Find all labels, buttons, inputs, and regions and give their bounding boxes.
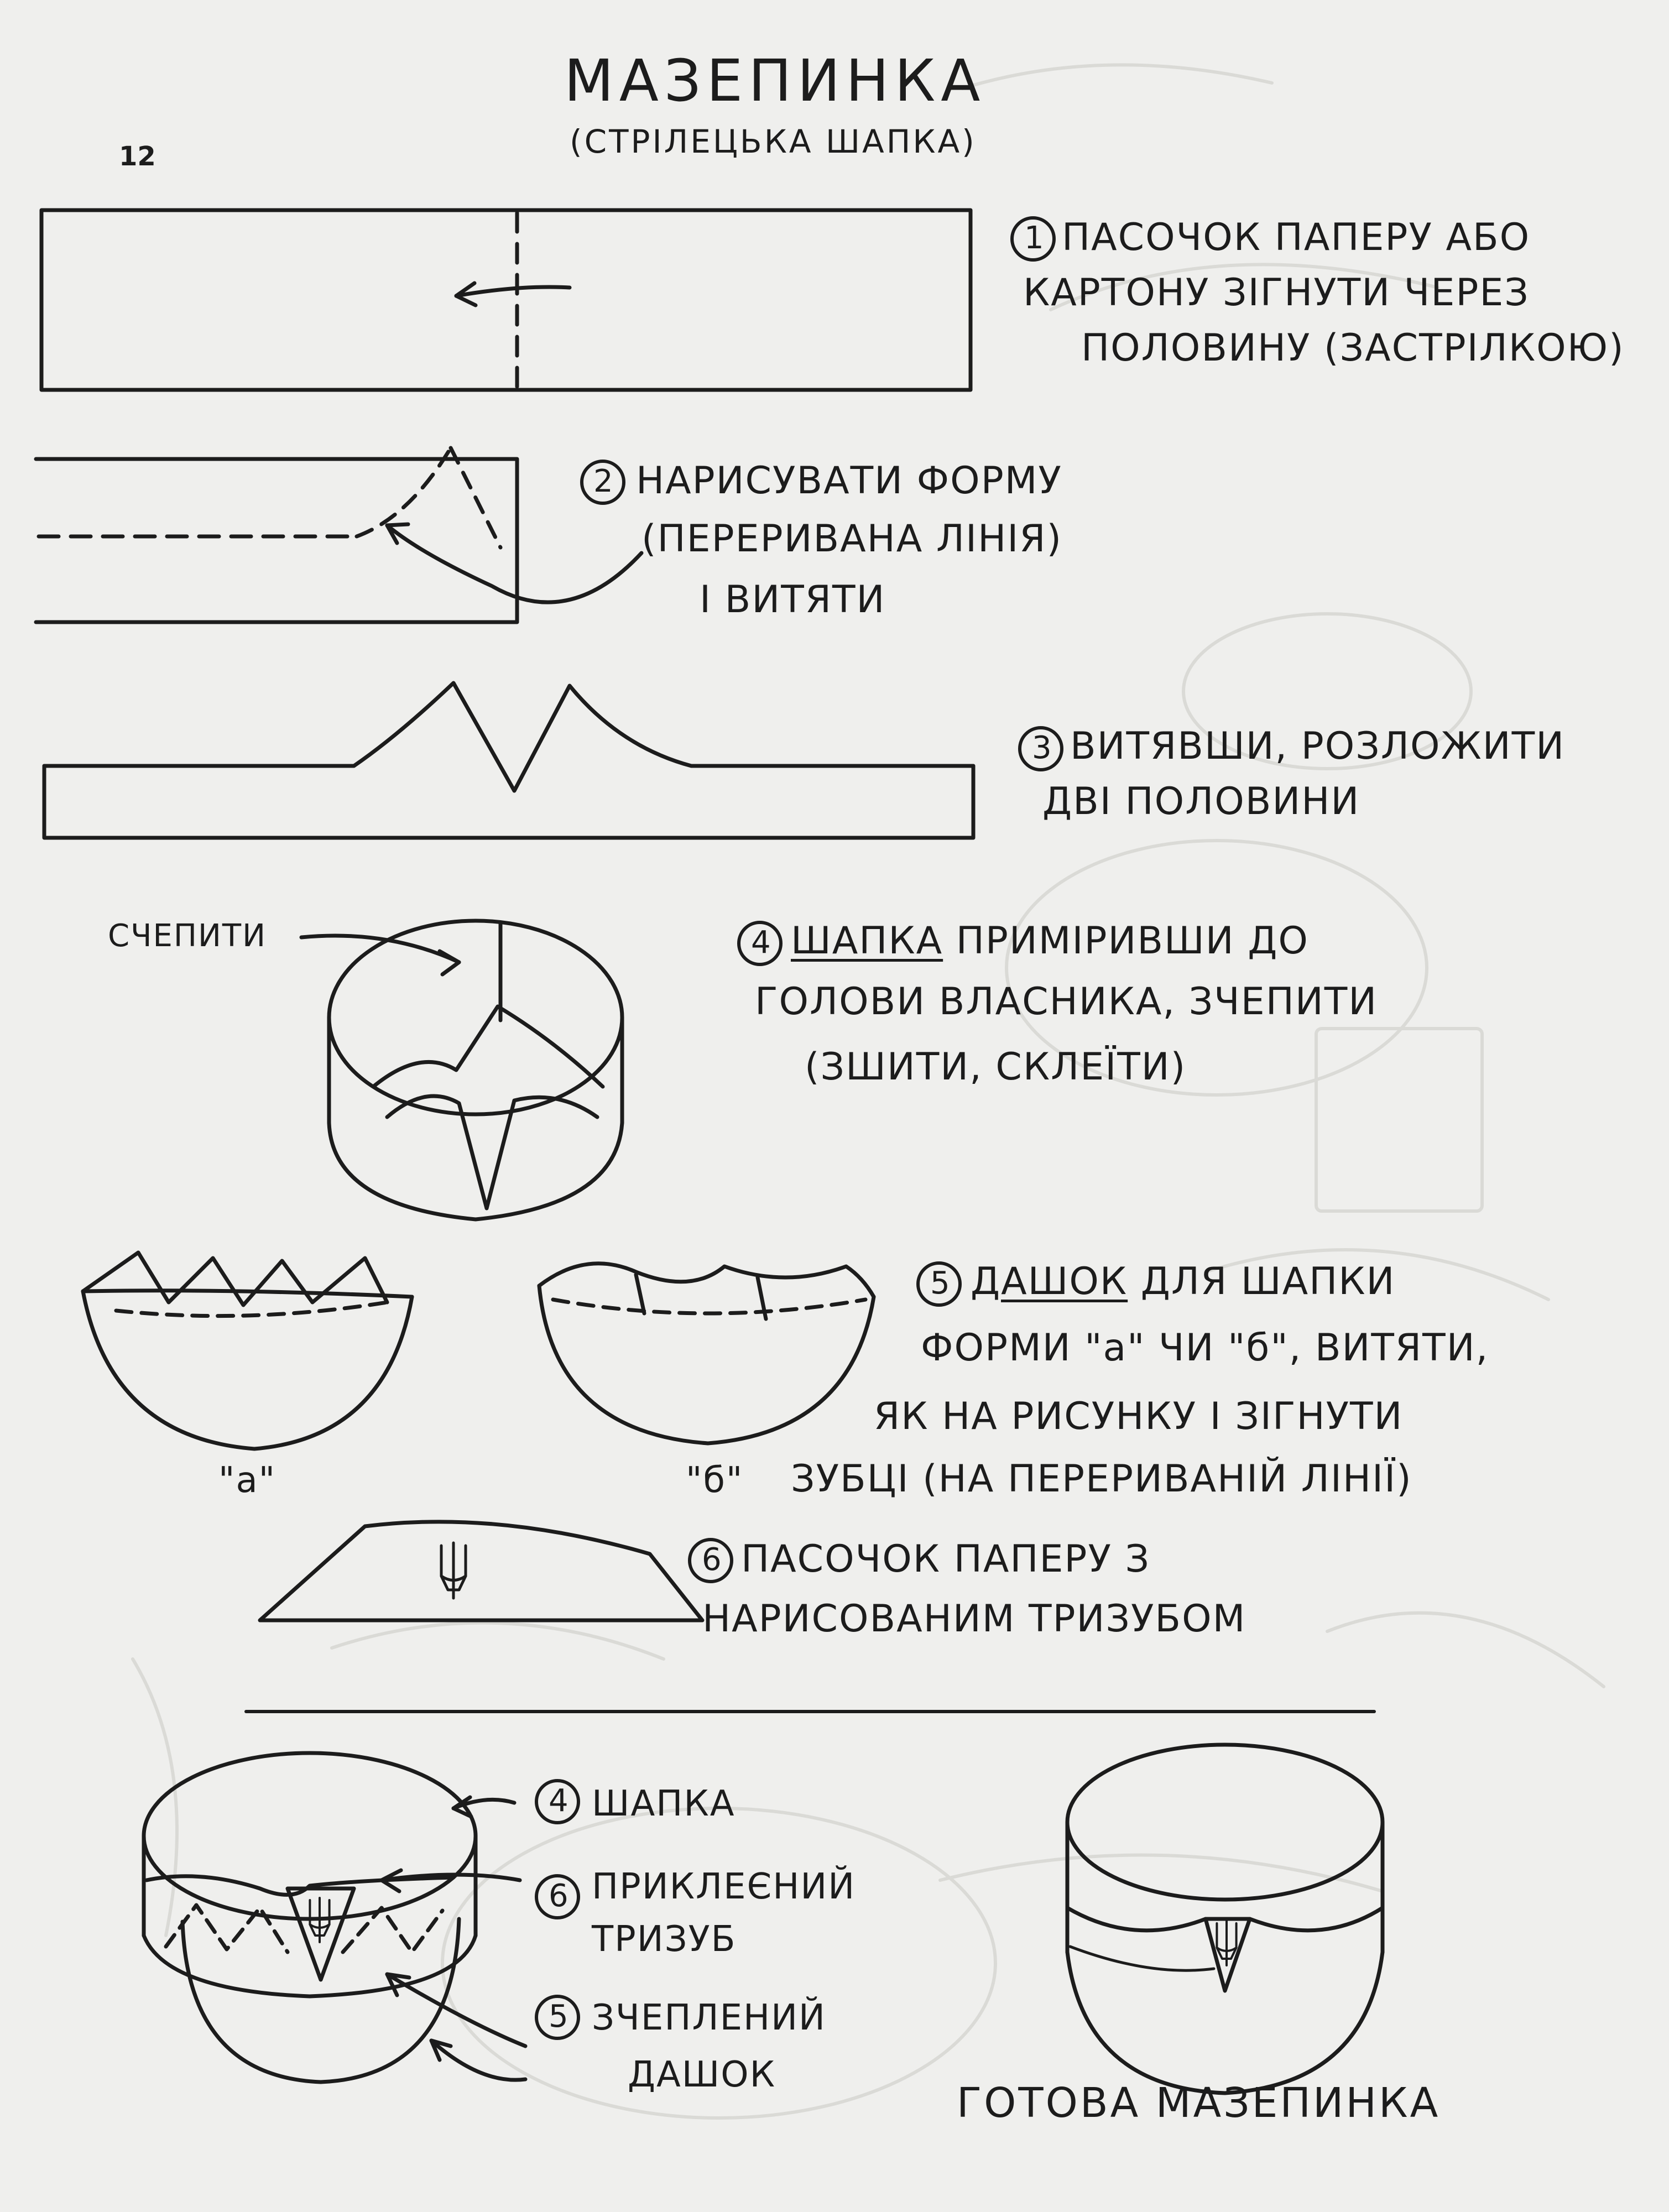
assembly-hat-number: 4: [549, 1783, 570, 1819]
step-6-line-2: НАРИСОВАНИМ ТРИЗУБОМ: [702, 1597, 1246, 1641]
page-number: 12: [119, 141, 156, 172]
step-2-line-2: (ПЕРЕРИВАНА ЛІНІЯ): [641, 517, 1063, 561]
step-3-number: 3: [1032, 730, 1053, 766]
step-4-line-3: (ЗШИТИ, СКЛЕЇТИ): [805, 1045, 1187, 1089]
step-5-line-3: ЯК НА РИСУНКУ І ЗІГНУТИ: [874, 1395, 1404, 1438]
trident-icon: [1217, 1921, 1236, 1965]
step-3-line-1: ВИТЯВШИ, РОЗЛОЖИТИ: [1070, 724, 1566, 768]
step-5-line-1: [971, 1260, 1395, 1303]
step-5-number: 5: [930, 1265, 951, 1301]
assembly-trident-line-2: ТРИЗУБ: [592, 1919, 737, 1960]
page-subtitle: (СТРІЛЕЦЬКА ШАПКА): [570, 123, 977, 160]
visor-b-drawing: [539, 1264, 874, 1443]
step-6-number: 6: [702, 1542, 723, 1578]
visor-a-drawing: [83, 1253, 412, 1449]
step2-shape-drawing: [36, 448, 641, 622]
assembly-trident-line-1: ПРИКЛЕЄНИЙ: [592, 1866, 856, 1907]
step-2-line-1: НАРИСУВАТИ ФОРМУ: [636, 459, 1062, 503]
step-1-line-2: КАРТОНУ ЗІГНУТИ ЧЕРЕЗ: [1023, 271, 1530, 315]
step6-trident-strip: [260, 1522, 702, 1620]
step-1-line-1: ПАСОЧОК ПАПЕРУ АБО: [1062, 216, 1531, 259]
step-4-line-2: ГОЛОВИ ВЛАСНИКА, ЗЧЕПИТИ: [755, 980, 1378, 1024]
step-5-keyword: ДАШОК: [971, 1260, 1128, 1303]
step-3-line-2: ДВІ ПОЛОВИНИ: [1042, 780, 1360, 823]
step-5-rest: ДЛЯ ШАПКИ: [1128, 1260, 1396, 1303]
finished-hat-label: ГОТОВА МАЗЕПИНКА: [957, 2079, 1441, 2127]
visor-a-label: "а": [218, 1460, 277, 1501]
finished-hat-drawing: [1067, 1745, 1383, 2093]
visor-b-label: "б": [686, 1460, 744, 1501]
step-2-line-3: І ВИТЯТИ: [700, 578, 886, 622]
step-5-line-2: ФОРМИ "а" ЧИ "б", ВИТЯТИ,: [921, 1326, 1489, 1370]
step-4-keyword: ШАПКА: [791, 919, 943, 963]
step-4-line-1: [791, 919, 1309, 963]
step-1-number: 1: [1024, 220, 1045, 256]
step1-paper-strip: [41, 210, 971, 390]
step-2-number: 2: [593, 463, 614, 499]
assembly-visor-line-1: ЗЧЕПЛЕНИЙ: [592, 1997, 826, 2038]
step-6-line-1: ПАСОЧОК ПАПЕРУ З: [741, 1537, 1151, 1581]
step-5-line-4: ЗУБЦІ (НА ПЕРЕРИВАНІЙ ЛІНІЇ): [791, 1457, 1412, 1501]
step-1-line-3: ПОЛОВИНУ (ЗАСТРІЛКОЮ): [1081, 326, 1625, 370]
assembly-visor-number: 5: [549, 1999, 570, 2034]
step-4-rest: ПРИМІРИВШИ ДО: [943, 919, 1309, 963]
assembly-hat-label: ШАПКА: [592, 1783, 736, 1824]
assembly-visor-line-2: ДАШОК: [628, 2054, 776, 2095]
step4-hat-cylinder: [301, 921, 622, 1219]
trident-icon: [441, 1543, 466, 1598]
page-title: МАЗЕПИНКА: [564, 47, 986, 114]
step3-unfolded-strip: [44, 683, 973, 838]
assembly-trident-number: 6: [549, 1878, 570, 1914]
assembly-hat-drawing: [144, 1753, 525, 2082]
step-4-number: 4: [751, 925, 772, 961]
label-schepyty: СЧЕПИТИ: [108, 918, 267, 954]
